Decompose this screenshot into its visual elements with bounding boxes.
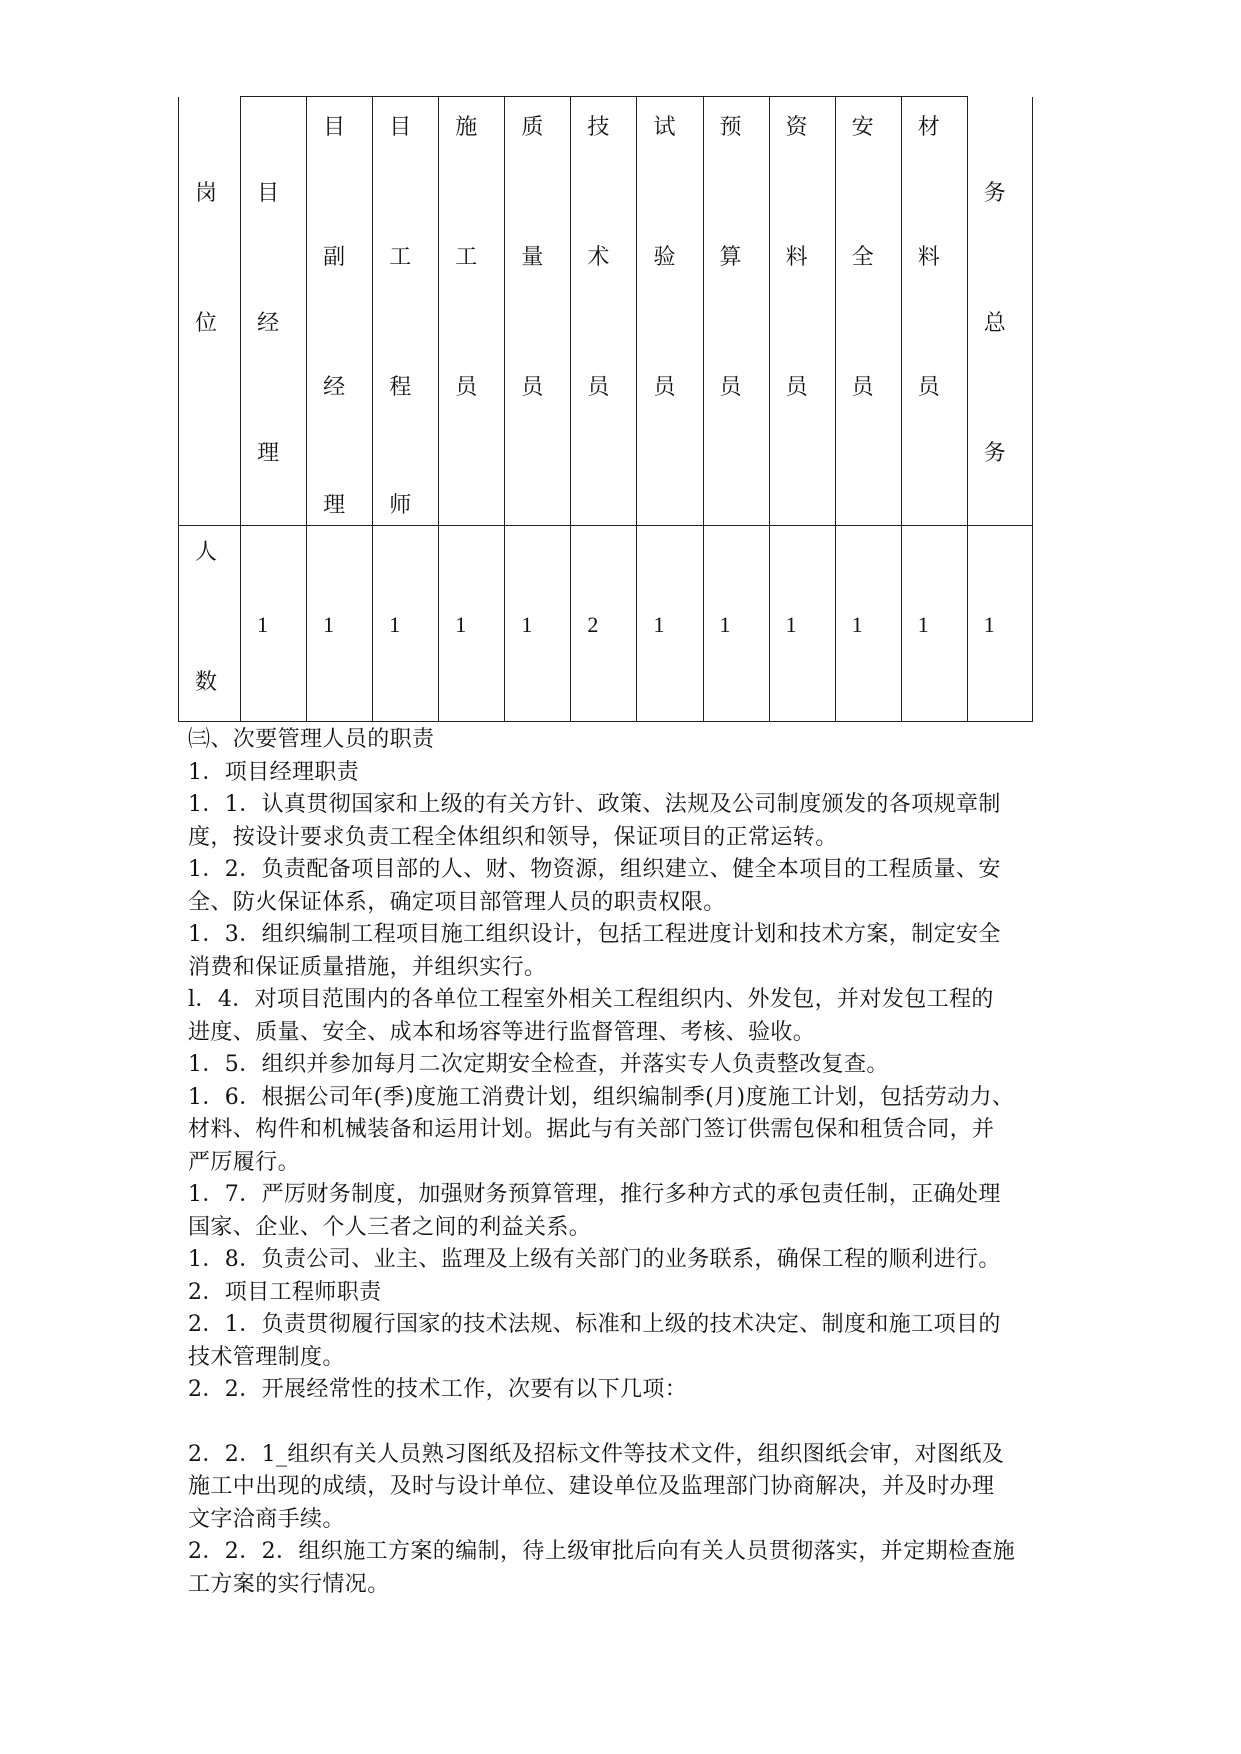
- text-line: 1．1．认真贯彻国家和上级的有关方针、政策、法规及公司制度颁发的各项规章制: [188, 792, 1001, 817]
- count-value: 1: [653, 612, 665, 637]
- text-line: 国家、企业、个人三者之间的利益关系。: [188, 1214, 592, 1240]
- text-line: 施工中出现的成绩，及时与设计单位、建设单位及监理部门协商解决，并及时办理: [188, 1474, 995, 1499]
- position-cell-tester: [637, 97, 703, 526]
- position-char: 技: [587, 115, 610, 140]
- position-char: 员: [785, 375, 808, 400]
- position-char: 经: [323, 375, 346, 400]
- header-label-cell: [179, 97, 241, 526]
- position-char: 质: [521, 115, 544, 140]
- position-cell-safety: [835, 97, 901, 526]
- count-value: 1: [323, 612, 335, 637]
- count-value: 1: [455, 612, 467, 637]
- count-label-cell: [179, 526, 241, 722]
- count-cell: [505, 526, 571, 722]
- count-cell: [439, 526, 505, 722]
- position-char: 总: [983, 310, 1006, 336]
- text-line: 1．5．组织并参加每月二次定期安全检查，并落实专人负责整改复查。: [188, 1052, 889, 1077]
- text-line: 度，按设计要求负责工程全体组织和领导，保证项目的正常运转。: [188, 824, 838, 850]
- count-value: 1: [257, 612, 269, 637]
- position-char: 经: [257, 311, 280, 336]
- count-value: 1: [983, 612, 995, 637]
- position-char: 算: [719, 245, 742, 270]
- position-cell-deputy-manager: [307, 97, 373, 526]
- text-line: 1．7．严厉财务制度，加强财务预算管理，推行多种方式的承包责任制，正确处理: [188, 1182, 1001, 1207]
- position-cell-construction: [439, 97, 505, 526]
- text-line: 2．2．开展经常性的技术工作，次要有以下几项：: [188, 1377, 688, 1402]
- position-char: 师: [389, 493, 412, 518]
- header-label-char: 岗: [195, 180, 218, 206]
- count-cell: [637, 526, 703, 722]
- position-cell-technician: [571, 97, 637, 526]
- count-value: 1: [785, 612, 797, 637]
- text-line: 文字洽商手续。: [188, 1506, 345, 1532]
- count-cell: [835, 526, 901, 722]
- position-char: 工: [455, 245, 478, 270]
- text-line: 材料、构件和机械装备和运用计划。据此与有关部门签订供需包保和租赁合同，并: [188, 1117, 995, 1142]
- position-char: 工: [389, 245, 412, 270]
- table-header-row: [179, 97, 1033, 526]
- staff-allocation-table: [178, 96, 1033, 722]
- count-value: 2: [587, 612, 599, 637]
- position-cell-materials: [901, 97, 967, 526]
- count-cell: [571, 526, 637, 722]
- position-char: 资: [785, 115, 808, 140]
- position-char: 量: [521, 245, 544, 270]
- position-char: 料: [785, 245, 808, 270]
- header-label-char: 位: [195, 310, 218, 336]
- count-label-char: 数: [195, 670, 218, 695]
- position-char: 务: [983, 180, 1006, 206]
- position-char: 施: [455, 115, 478, 140]
- table-count-row: [179, 526, 1033, 722]
- text-line: 消费和保证质量措施，并组织实行。: [188, 954, 547, 980]
- position-char: 理: [323, 493, 346, 518]
- position-char: 验: [653, 245, 676, 270]
- position-char: 员: [917, 375, 940, 400]
- count-cell: [373, 526, 439, 722]
- count-value: 1: [521, 612, 533, 637]
- subsection-heading: 1．项目经理职责: [188, 759, 360, 785]
- position-cell-budget: [703, 97, 769, 526]
- position-cell-general-affairs: [967, 97, 1032, 526]
- text-line: 2．1．负责贯彻履行国家的技术法规、标准和上级的技术决定、制度和施工项目的: [188, 1312, 1001, 1337]
- position-cell-quality: [505, 97, 571, 526]
- count-cell: [967, 526, 1032, 722]
- position-char: 副: [323, 245, 346, 270]
- text-line: 1．2．负责配备项目部的人、财、物资源，组织建立、健全本项目的工程质量、安: [188, 857, 1001, 882]
- position-cell-project-engineer: [373, 97, 439, 526]
- position-char: 试: [653, 115, 676, 140]
- position-char: 员: [587, 375, 610, 400]
- body-text: [188, 724, 1088, 1601]
- count-cell: [307, 526, 373, 722]
- position-cell-documents: [769, 97, 835, 526]
- count-value: 1: [389, 612, 401, 637]
- position-char: 目: [257, 181, 280, 206]
- position-char: 员: [455, 375, 478, 400]
- position-char: 员: [653, 375, 676, 400]
- position-char: 安: [851, 115, 874, 140]
- count-value: 1: [917, 612, 929, 637]
- position-cell-project-manager: [241, 97, 307, 526]
- section-heading: ㈢、次要管理人员的职责: [188, 727, 435, 752]
- text-line: 全、防火保证体系，确定项目部管理人员的职责权限。: [188, 889, 726, 915]
- text-line: 严厉履行。: [188, 1149, 301, 1175]
- position-char: 理: [257, 441, 280, 466]
- count-cell: [241, 526, 307, 722]
- text-line: 技术管理制度。: [188, 1344, 345, 1370]
- text-line: 1．6．根据公司年(季)度施工消费计划，组织编制季(月)度施工计划，包括劳动力、: [188, 1084, 1015, 1110]
- count-value: 1: [851, 612, 863, 637]
- position-char: 员: [719, 375, 742, 400]
- position-char: 预: [719, 115, 742, 140]
- text-line: l．4．对项目范围内的各单位工程室外相关工程组织内、外发包，并对发包工程的: [188, 987, 994, 1012]
- count-value: 1: [719, 612, 731, 637]
- text-line: 2．2．2．组织施工方案的编制，待上级审批后向有关人员贯彻落实，并定期检查施: [188, 1539, 1016, 1564]
- text-line: 进度、质量、安全、成本和场容等进行监督管理、考核、验收。: [188, 1019, 816, 1045]
- count-cell: [901, 526, 967, 722]
- position-char: 全: [851, 245, 874, 270]
- count-cell: [769, 526, 835, 722]
- position-char: 术: [587, 245, 610, 270]
- position-char: 目: [389, 115, 412, 140]
- text-line: 工方案的实行情况。: [188, 1571, 390, 1597]
- position-char: 员: [851, 375, 874, 400]
- text-line: 2．2．1_组织有关人员熟习图纸及招标文件等技术文件，组织图纸会审，对图纸及: [188, 1441, 1005, 1467]
- position-char: 目: [323, 115, 346, 140]
- subsection-heading: 2．项目工程师职责: [188, 1279, 382, 1305]
- count-cell: [703, 526, 769, 722]
- text-line: 1．8．负责公司、业主、监理及上级有关部门的业务联系，确保工程的顺利进行。: [188, 1247, 1001, 1272]
- position-char: 务: [983, 440, 1006, 466]
- count-label-char: 人: [195, 540, 218, 565]
- text-line: 1．3．组织编制工程项目施工组织设计，包括工程进度计划和技术方案，制定安全: [188, 922, 1001, 947]
- position-char: 料: [917, 245, 940, 270]
- position-char: 员: [521, 375, 544, 400]
- position-char: 程: [389, 375, 412, 400]
- position-char: 材: [917, 115, 940, 140]
